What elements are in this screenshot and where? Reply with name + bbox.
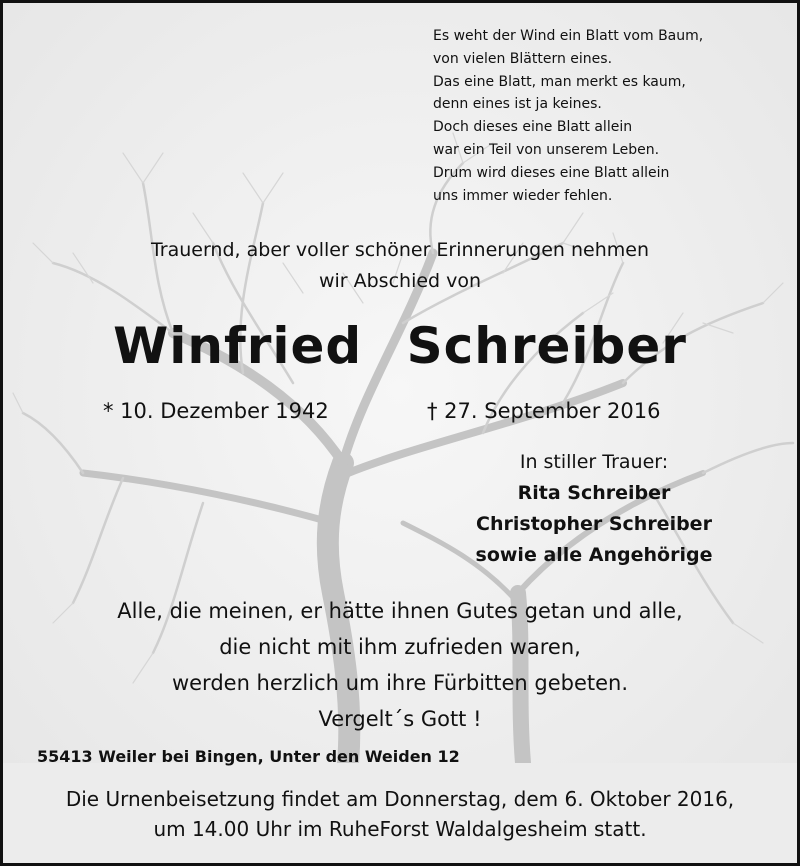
poem-line: Doch dieses eine Blatt allein	[433, 119, 633, 136]
mourner-name: Rita Schreiber	[517, 482, 671, 504]
poem-line: von vielen Blättern eines.	[433, 50, 613, 67]
closing-line: Alle, die meinen, er hätte ihnen Gutes getan und alle,	[117, 599, 683, 623]
poem-line: war ein Teil von unserem Leben.	[433, 141, 660, 158]
poem-line: uns immer wieder fehlen.	[433, 187, 613, 204]
funeral-line: um 14.00 Uhr im RuheForst Waldalgesheim statt.	[153, 817, 647, 841]
closing-text	[3, 593, 797, 737]
funeral-info	[3, 784, 797, 844]
intro-line: wir Abschied von	[318, 270, 482, 292]
mourner-name: sowie alle Angehörige	[475, 544, 713, 566]
death-date: † 27. September 2016	[427, 399, 661, 423]
poem-line: Es weht der Wind ein Blatt vom Baum,	[433, 28, 704, 44]
mourners-heading: In stiller Trauer:	[519, 451, 669, 473]
address: 55413 Weiler bei Bingen, Unter den Weiden 12	[37, 747, 460, 766]
closing-line: die nicht mit ihm zufrieden waren,	[219, 635, 581, 659]
poem-line: Drum wird dieses eine Blatt allein	[433, 164, 670, 181]
intro-text	[3, 235, 797, 297]
poem-line: denn eines ist ja keines.	[433, 96, 602, 113]
intro-line: Trauernd, aber voller schöner Erinnerungen nehmen	[150, 239, 650, 261]
closing-line: werden herzlich um ihre Fürbitten gebeten.	[171, 671, 629, 695]
closing-line: Vergelt´s Gott !	[318, 707, 482, 731]
deceased-name: Winfried Schreiber	[113, 317, 687, 375]
poem-line: Das eine Blatt, man merkt es kaum,	[433, 73, 686, 90]
mourner-name: Christopher Schreiber	[476, 513, 712, 535]
mourners-block	[463, 447, 725, 571]
funeral-line: Die Urnenbeisetzung findet am Donnerstag, dem 6. Oktober 2016,	[65, 787, 735, 811]
birth-date: * 10. Dezember 1942	[103, 399, 329, 423]
poem	[433, 25, 703, 207]
